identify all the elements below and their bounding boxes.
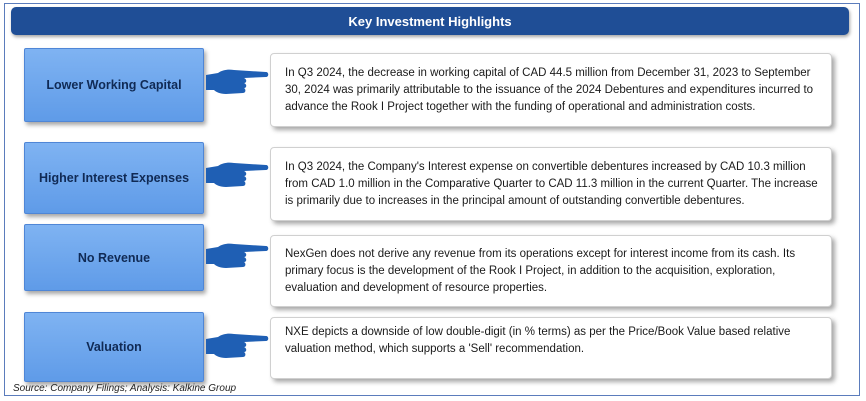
label-no-revenue: No Revenue bbox=[24, 224, 204, 291]
page-title: Key Investment Highlights bbox=[348, 13, 512, 29]
label-valuation: Valuation bbox=[24, 312, 204, 382]
pointing-hand-icon bbox=[204, 240, 270, 272]
title-bar bbox=[11, 7, 849, 35]
description-box: NXE depicts a downside of low double-digit (in % terms) as per the Price/Book Value based relative valuation method, which supports a 'Sell' recommendation. bbox=[270, 317, 832, 379]
pointing-hand-icon bbox=[204, 159, 270, 191]
pointing-hand-icon bbox=[204, 330, 270, 362]
description-box: In Q3 2024, the decrease in working capital of CAD 44.5 million from December 31, 2023 to September 30, 2024 was primarily attributable to the issuance of the 2024 Debentures and expenditures incurred to advance the Rook I Project together with the funding of operational and administration costs. bbox=[270, 53, 832, 127]
description-box: NexGen does not derive any revenue from its operations except for interest income from its cash. Its primary focus is the development of the Rook I Project, in addition to the acquisition, exploration, evaluation and development of resource properties. bbox=[270, 235, 832, 307]
label-lower-working-capital: Lower Working Capital bbox=[24, 48, 204, 122]
label-higher-interest-expenses: Higher Interest Expenses bbox=[24, 142, 204, 214]
source-note: Source: Company Filings; Analysis: Kalkine Group bbox=[13, 383, 237, 394]
description-box: In Q3 2024, the Company's Interest expense on convertible debentures increased by CAD 10.3 million from CAD 1.0 million in the Comparative Quarter to CAD 11.3 million in the current Quarter. The increase is primarily due to increases in the principal amount of outstanding convertible debentures. bbox=[270, 147, 832, 221]
pointing-hand-icon bbox=[204, 66, 270, 98]
